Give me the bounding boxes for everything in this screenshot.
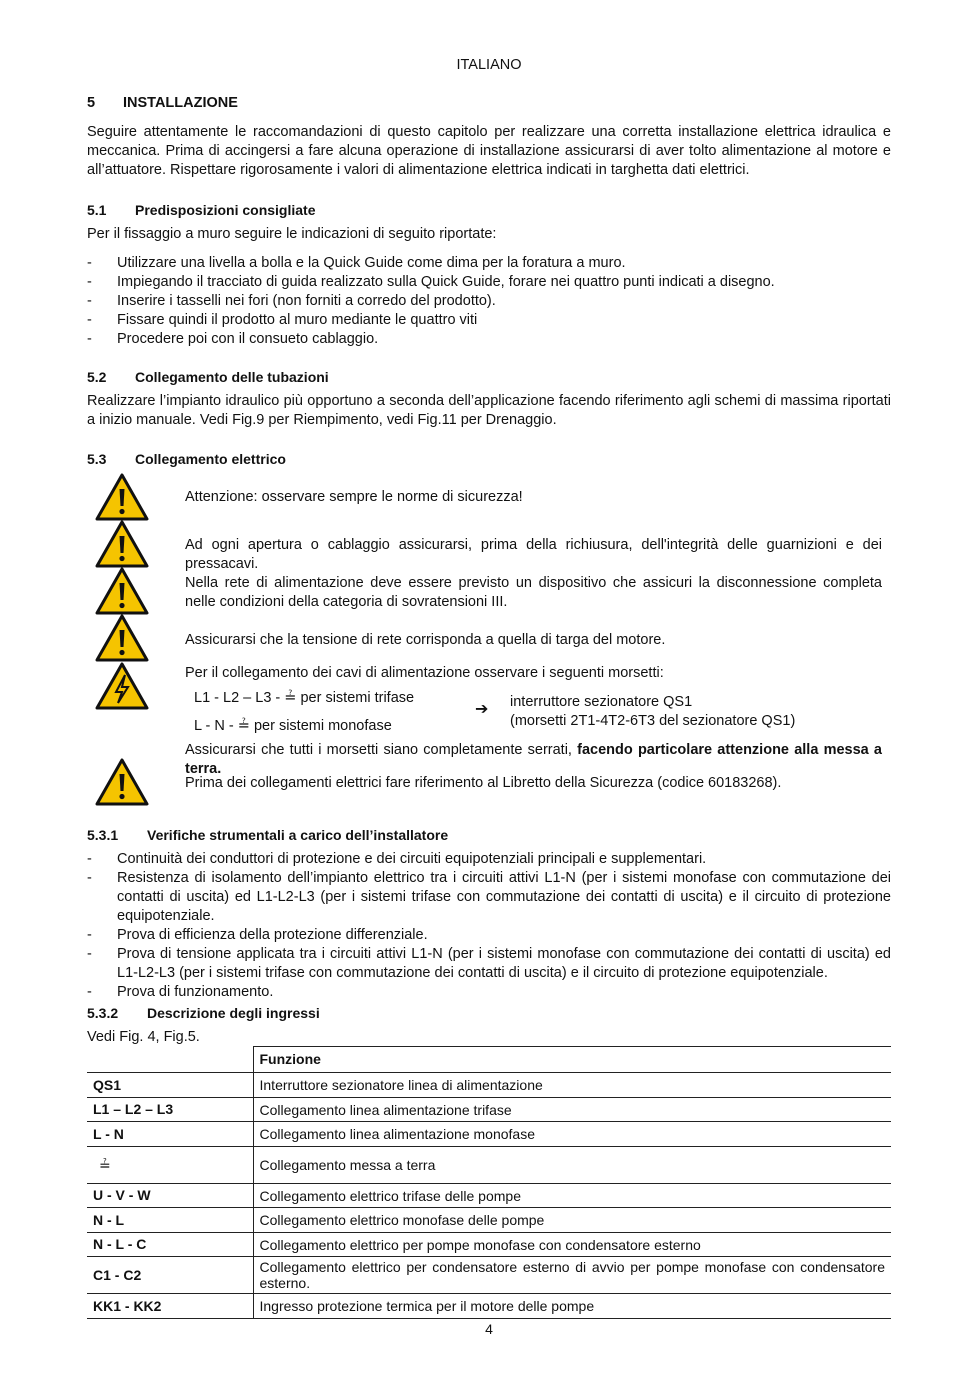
section-5-title: INSTALLAZIONE — [123, 95, 238, 111]
section-5-2-heading — [87, 368, 329, 387]
table-cell-key: N - L - C — [87, 1233, 253, 1257]
table-cell-value: Interruttore sezionatore linea di alimentazione — [253, 1073, 891, 1098]
section-5-3-heading — [87, 450, 286, 469]
section-5-3-2-number: 5.3.2 — [87, 1005, 119, 1021]
list-item: - Continuità dei conduttori di protezione e dei circuiti equipotenziali principali e supplementari. — [87, 850, 891, 869]
list-item: - Prova di efficienza della protezione differenziale. — [87, 926, 891, 945]
list-item: - Impiegando il tracciato di guida realizzato sulla Quick Guide, forare nei quattro punti indicati a disegno. — [87, 273, 891, 292]
section-5-3-number: 5.3 — [87, 451, 107, 467]
table-row — [87, 1294, 891, 1319]
table-cell-key: N - L — [87, 1208, 253, 1233]
table-row — [87, 1208, 891, 1233]
section-5-2-number: 5.2 — [87, 369, 107, 385]
table-header-empty — [87, 1047, 253, 1073]
table-cell-value: Collegamento elettrico monofase delle pompe — [253, 1208, 891, 1233]
single-phase-terminals: L - N - — [194, 718, 234, 734]
warning-triangle-icon — [94, 613, 150, 663]
list-item: - Inserire i tasselli nei fori (non forniti a corredo del prodotto). — [87, 292, 891, 311]
table-cell-value: Collegamento elettrico per pompe monofase con condensatore esterno — [253, 1233, 891, 1257]
list-item: - Fissare quindi il prodotto al muro mediante le quattro viti — [87, 311, 891, 330]
warning-text-safety: Attenzione: osservare sempre le norme di sicurezza! — [185, 489, 523, 505]
list-item: - Prova di funzionamento. — [87, 983, 891, 1002]
section-5-1-heading — [87, 201, 315, 220]
table-row — [87, 1073, 891, 1098]
three-phase-label: per sistemi trifase — [300, 690, 415, 706]
section-5-3-1-number: 5.3.1 — [87, 827, 119, 843]
earth-ground-icon: ≟ — [284, 690, 297, 706]
warning-text-voltage: Assicurarsi che la tensione di rete corrisponda a quella di targa del motore. — [185, 632, 666, 648]
table-cell-value: Collegamento messa a terra — [253, 1147, 891, 1184]
table-header-function: Funzione — [253, 1047, 891, 1073]
section-5-3-1-title: Verifiche strumentali a carico dell’installatore — [147, 827, 449, 843]
section-5-3-2-ref: Vedi Fig. 4, Fig.5. — [87, 1029, 200, 1045]
section-5-1-list — [87, 254, 891, 349]
section-5-1-number: 5.1 — [87, 202, 107, 218]
warning-triangle-icon — [94, 757, 150, 807]
section-5-1-title: Predisposizioni consigliate — [135, 202, 316, 218]
table-cell-value: Collegamento elettrico per condensatore esterno di avvio per pompe monofase con condensatore esterno. — [253, 1257, 891, 1294]
warning-triangle-icon — [94, 566, 150, 616]
single-phase-label: per sistemi monofase — [253, 718, 392, 734]
table-cell-key: QS1 — [87, 1073, 253, 1098]
table-row — [87, 1122, 891, 1147]
arrow-right-icon: ➔ — [475, 701, 489, 718]
table-cell-key: U - V - W — [87, 1184, 253, 1208]
table-cell-key: L1 – L2 – L3 — [87, 1098, 253, 1122]
section-5-3-2-title: Descrizione degli ingressi — [147, 1005, 320, 1021]
section-5-3-1-heading — [87, 826, 448, 845]
section-5-number: 5 — [87, 95, 96, 111]
table-row — [87, 1257, 891, 1294]
warning-triangle-icon — [94, 519, 150, 569]
page-header-language: ITALIANO — [456, 57, 522, 73]
section-5-3-1-list — [87, 850, 891, 1002]
earth-ground-icon: ≟ — [99, 1156, 111, 1173]
electric-hazard-icon — [94, 661, 150, 711]
list-item: - Resistenza di isolamento dell’impianto elettrico tra i circuiti attivi L1-N (per i sistemi monofase con commutazione dei contatti di uscita) ed L1-L2-L3 (per i sistemi trifase con commutazione dei contatti di uscita) e il circuito di protezione equipotenziale. — [87, 869, 891, 926]
table-cell-value: Ingresso protezione termica per il motore delle pompe — [253, 1294, 891, 1319]
section-5-intro: Seguire attentamente le raccomandazioni di questo capitolo per realizzare una corretta installazione elettrica idraulica e meccanica. Prima di accingersi a fare alcuna operazione di installazione assicurarsi di aver tolto alimentazione al motore e all’attuatore. Rispettare rigorosamente i valori di alimentazione elettrica indicati in targhetta dati elettrici. — [87, 124, 891, 178]
warning-text-safety-booklet: Prima dei collegamenti elettrici fare riferimento al Libretto della Sicurezza (codice 60183268). — [185, 775, 782, 791]
table-row — [87, 1184, 891, 1208]
section-5-heading — [87, 94, 238, 113]
list-item: - Procedere poi con il consueto cablaggio. — [87, 330, 891, 349]
section-5-3-title: Collegamento elettrico — [135, 451, 286, 467]
section-5-2-title: Collegamento delle tubazioni — [135, 369, 329, 385]
warning-text-seals: Ad ogni apertura o cablaggio assicurarsi, prima della richiusura, dell'integrità delle guarnizioni e dei pressacavi. — [185, 537, 882, 572]
terminals-three-phase — [194, 689, 414, 708]
table-cell-key: L - N — [87, 1122, 253, 1147]
three-phase-terminals: L1 - L2 – L3 - — [194, 690, 281, 706]
list-item: - Utilizzare una livella a bolla e la Quick Guide come dima per la foratura a muro. — [87, 254, 891, 273]
section-5-1-intro: Per il fissaggio a muro seguire le indicazioni di seguito riportate: — [87, 226, 497, 242]
table-cell-key — [87, 1147, 253, 1184]
table-cell-key: KK1 - KK2 — [87, 1294, 253, 1319]
table-cell-key: C1 - C2 — [87, 1257, 253, 1294]
inputs-table — [87, 1046, 891, 1319]
terminals-single-phase — [194, 717, 392, 736]
table-row — [87, 1098, 891, 1122]
switch-line-1: interruttore sezionatore QS1 — [510, 694, 693, 710]
table-cell-value: Collegamento linea alimentazione monofase — [253, 1122, 891, 1147]
section-5-2-text: Realizzare l’impianto idraulico più opportuno a seconda dell’applicazione facendo riferimento agli schemi di massima riportati a inizio manuale. Vedi Fig.9 per Riempimento, vedi Fig.11 per Drenaggio. — [87, 393, 891, 428]
section-5-3-2-heading — [87, 1004, 320, 1023]
terminals-intro: Per il collegamento dei cavi di alimentazione osservare i seguenti morsetti: — [185, 665, 664, 681]
earth-ground-icon: ≟ — [237, 718, 250, 734]
table-header-row — [87, 1047, 891, 1073]
list-item: - Prova di tensione applicata tra i circuiti attivi L1-N (per i sistemi monofase con commutazione dei contatti di uscita) ed L1-L2-L3 (per i sistemi trifase con commutazione dei contatti di uscita) e il circuito di protezione equipotenziale. — [87, 945, 891, 983]
warning-text-disconnect: Nella rete di alimentazione deve essere previsto un dispositivo che assicuri la disconnessione completa nelle condizioni della categoria di sovratensioni III. — [185, 575, 882, 610]
warning-triangle-icon — [94, 472, 150, 522]
switch-line-2: (morsetti 2T1-4T2-6T3 del sezionatore QS1) — [510, 713, 796, 729]
tighten-note-plain: Assicurarsi che tutti i morsetti siano completamente serrati, — [185, 742, 572, 758]
table-cell-value: Collegamento elettrico trifase delle pompe — [253, 1184, 891, 1208]
table-row — [87, 1233, 891, 1257]
table-cell-value: Collegamento linea alimentazione trifase — [253, 1098, 891, 1122]
tighten-note-bold: facendo particolare attenzione alla messa a terra. — [185, 742, 882, 777]
page-number: 4 — [485, 1321, 493, 1337]
table-row — [87, 1147, 891, 1184]
